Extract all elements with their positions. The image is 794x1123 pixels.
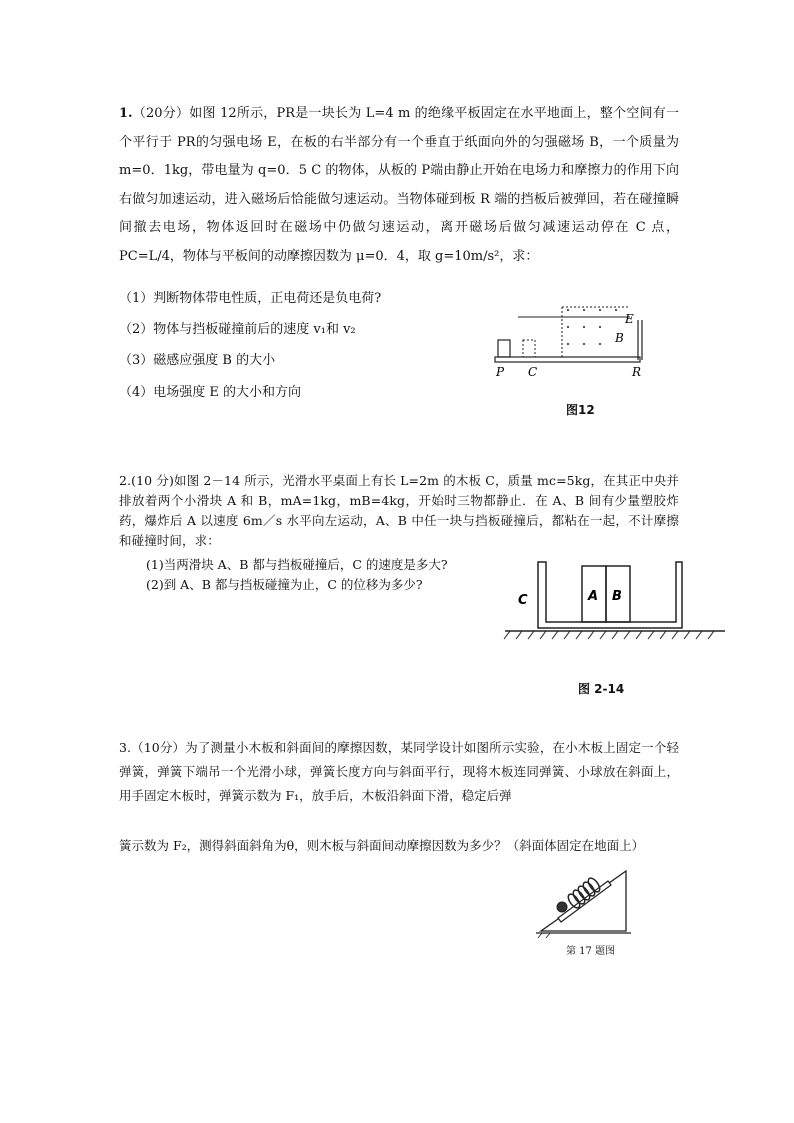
label-P: P	[496, 365, 505, 379]
question-3-text-continued: 簧示数为 F₂，测得斜面斜角为θ，则木板与斜面间动摩擦因数为多少？（斜面体固定在地面上）	[119, 838, 645, 853]
question-1-item-1: （1）判断物体带电性质，正电荷还是负电荷?	[119, 291, 382, 306]
insulating-plate	[495, 357, 640, 362]
question-1-item-3: （3）磁感应强度 B 的大小	[119, 353, 276, 368]
label-E: E	[625, 312, 634, 326]
label-B2: B	[612, 589, 622, 604]
label-B: B	[615, 331, 624, 345]
label-A: A	[588, 589, 599, 604]
label-C: C	[528, 365, 538, 379]
figure-12-diagram	[490, 302, 650, 382]
figure-17-caption: 第 17 题图	[566, 946, 616, 957]
question-1-item-4: （4）电场强度 E 的大小和方向	[119, 385, 302, 400]
question-1-item-2: （2）物体与挡板碰撞前后的速度 v₁和 v₂	[119, 322, 356, 337]
label-R: R	[632, 365, 642, 379]
figure-12-caption: 图12	[566, 403, 595, 417]
question-2-text: 2.(10 分)如图 2－14 所示，光滑水平桌面上有长 L=2m 的木板 C，质量 mc=5kg，在其正中央并排放着两个小滑块 A 和 B，mA=1kg，mB=4kg，开始时三物都静止．在 A、B 间有少量塑胶炸药，爆炸后 A 以速度 6m／s 水平向左运动，A、B 中任一块与挡板碰撞后，都粘在一起，不计摩擦和碰撞时间，求：	[119, 473, 679, 548]
question-2-item-1: (1)当两滑块 A、B 都与挡板碰撞后，C 的速度是多大?	[146, 557, 448, 572]
figure-17-diagram	[536, 863, 636, 938]
ball	[557, 902, 567, 912]
label-C2: C	[518, 593, 528, 608]
object-block	[498, 340, 510, 357]
question-2-item-2: (2)到 A、B 都与挡板碰撞为止，C 的位移为多少?	[146, 577, 423, 592]
figure-2-14-caption: 图 2-14	[578, 682, 625, 696]
question-1-number: 1.	[119, 106, 133, 121]
question-1-body: （20分）如图 12所示，PR是一块长为 L=4 m 的绝缘平板固定在水平地面上，整个空间有一个平行于 PR的匀强电场 E，在板的右半部分有一个垂直于纸面向外的匀强磁场 B，一个质量为 m=0．1kg，带电量为 q=0．5 C 的物体，从板的 P端由静止开始在电场力和摩擦力的作用下向右做匀加速运动，进入磁场后恰能做匀速运动。当物体碰到板 R 端的挡板后被弹回，若在碰撞瞬间撤去电场，物体返回时在磁场中仍做匀速运动，离开磁场后做匀减速运动停在 C 点，PC=L/4，物体与平板间的动摩擦因数为 μ=0．4，取 g=10m/s²，求：	[119, 106, 679, 264]
board-c	[538, 562, 682, 628]
magnetic-field-dots	[567, 309, 617, 345]
question-3-text: 3.（10分）为了测量小木板和斜面间的摩擦因数，某同学设计如图所示实验，在小木板上固定一个轻弹簧，弹簧下端吊一个光滑小球，弹簧长度方向与斜面平行，现将木板连同弹簧、小球放在斜面上，用手固定木板时，弹簧示数为 F₁，放手后，木板沿斜面下滑，稳定后弹	[119, 740, 679, 803]
question-1-text	[119, 100, 679, 272]
figure-2-14-diagram	[500, 560, 730, 650]
